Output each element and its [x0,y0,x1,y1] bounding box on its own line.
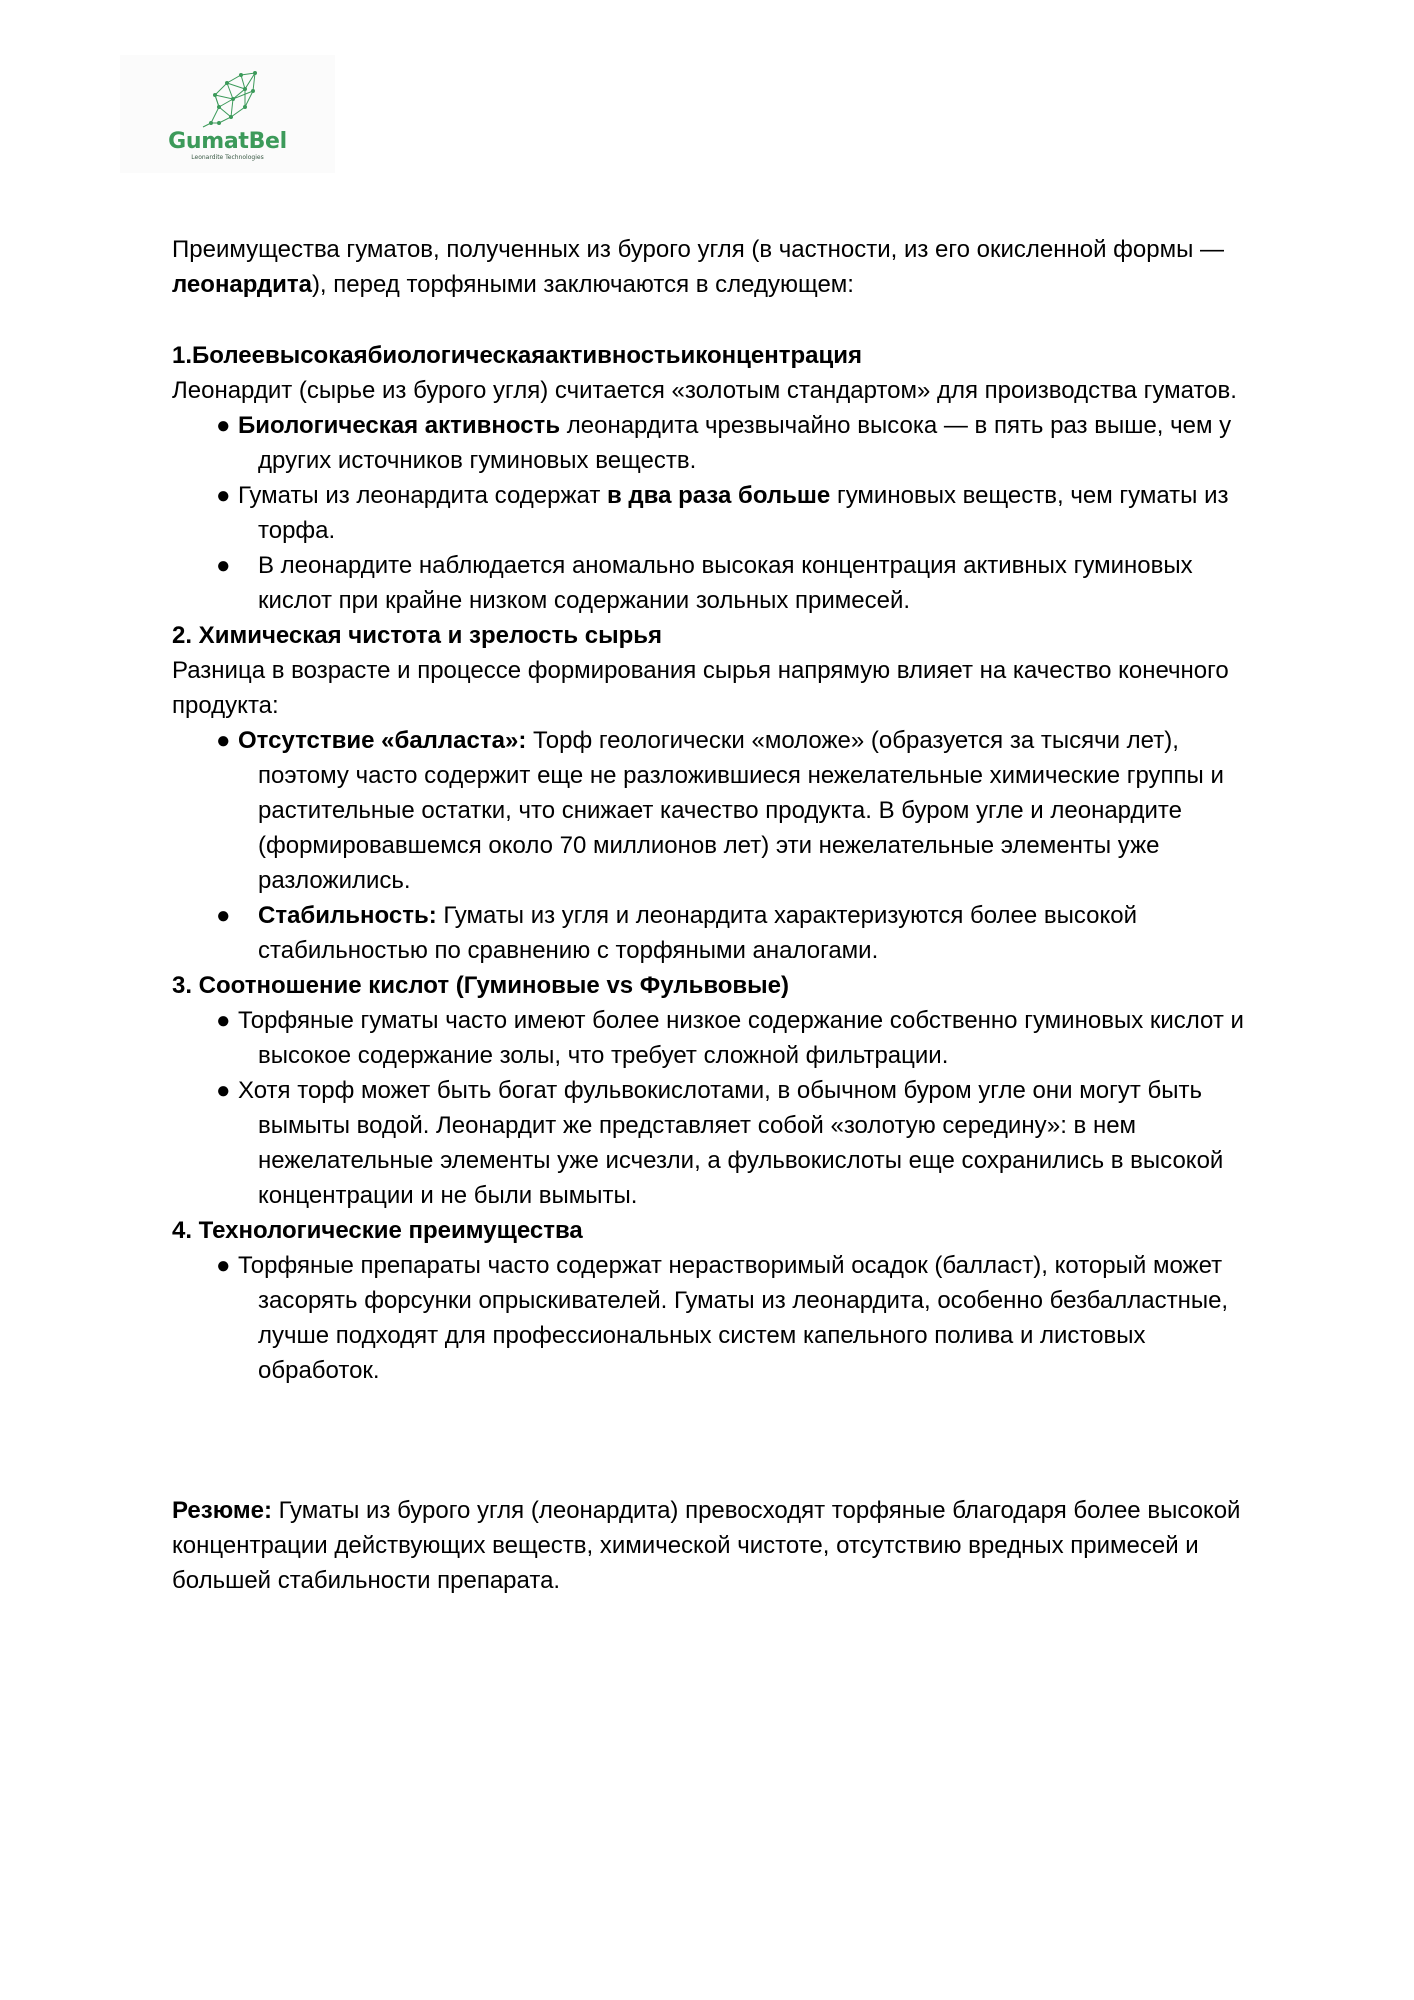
spacer [172,1388,1272,1493]
list-item-text: Гуматы из леонардита содержат [238,482,607,509]
section-lead-2: Разница в возрасте и процессе формирования сырья напрямую влияет на качество конечного продукта: [172,657,1229,719]
summary-label: Резюме: [172,1497,272,1524]
leaf-network-icon [193,69,263,129]
intro-text-end: ), перед торфяными заключаются в следующем: [311,271,854,298]
list-item-text: Торф геологически «моложе» (образуется за тысячи лет), поэтому часто содержит еще не разложившиеся нежелательные химические группы и растительные остатки, что снижает качество продукта. В буром угле и леонардите (формировавшемся около 70 миллионов лет) эти нежелательные элементы уже разложились. [258,727,1224,894]
section-heading-1: 1.Болеевысокаябиологическаяактивностьиконцентрация [172,342,863,369]
section-heading-2: 2. Химическая чистота и зрелость сырья [172,622,663,649]
bold-term: Отсутствие «балласта»: [238,727,527,754]
summary-paragraph [172,1493,1272,1598]
list-item [172,1003,1272,1073]
bold-term: Биологическая активность [238,412,561,439]
list-item [172,898,1272,968]
bold-term: в два раза больше [607,482,831,509]
bullet-icon: ● [216,482,231,509]
company-logo [120,55,335,173]
bullet-list-3 [172,1003,1272,1213]
intro-bold-term: леонардита [172,271,312,298]
list-item-text: Торфяные препараты часто содержат нерастворимый осадок (балласт), который может засорять форсунки опрыскивателей. Гуматы из леонардита, особенно безбалластные, лучше подходят для профессиональных систем капельного полива и листовых обработок. [238,1252,1229,1384]
list-item [172,1248,1272,1388]
list-item-text: леонардита чрезвычайно высока — в пять раз выше, чем у других источников гуминовых веществ. [258,412,1232,474]
bullet-icon: ● [216,1077,231,1104]
list-item [172,1073,1272,1213]
logo-name: GumatBel [168,129,287,154]
section-heading-4: 4. Технологические преимущества [172,1217,583,1244]
bullet-icon: ● [216,727,231,754]
logo-tagline: Leonardite Technologies [191,154,264,161]
list-item-text: В леонардите наблюдается аномально высокая концентрация активных гуминовых кислот при крайне низком содержании зольных примесей. [258,552,1193,614]
bullet-icon: ● [216,1252,231,1279]
spacer [172,302,1272,338]
list-item [172,548,1272,618]
list-item [172,408,1272,478]
list-item-text: гуминовых веществ, чем гуматы из торфа. [258,482,1229,544]
list-item [172,723,1272,898]
document-body [172,232,1272,1598]
intro-text: Преимущества гуматов, полученных из бурого угля (в частности, из его окисленной формы — [172,236,1225,263]
bullet-list-2 [172,723,1272,968]
summary-text: Гуматы из бурого угля (леонардита) превосходят торфяные благодаря более высокой концентрации действующих веществ, химической чистоте, отсутствию вредных примесей и большей стабильности препарата. [172,1497,1241,1594]
bullet-icon: ● [216,412,231,439]
section-lead-1: Леонардит (сырье из бурого угля) считается «золотым стандартом» для производства гуматов. [172,377,1237,404]
bullet-icon: ● [216,902,231,929]
bullet-list-1 [172,408,1272,618]
list-item-text: Хотя торф может быть богат фульвокислотами, в обычном буром угле они могут быть вымыты водой. Леонардит же представляет собой «золотую середину»: в нем нежелательные элементы уже исчезли, а фульвокислоты еще сохранились в высокой концентрации и не были вымыты. [238,1077,1224,1209]
list-item-text: Торфяные гуматы часто имеют более низкое содержание собственно гуминовых кислот и высокое содержание золы, что требует сложной фильтрации. [238,1007,1244,1069]
bold-term: Стабильность: [258,902,437,929]
list-item-text: Гуматы из угля и леонардита характеризуются более высокой стабильностью по сравнению с торфяными аналогами. [258,902,1138,964]
intro-paragraph [172,232,1272,302]
bullet-icon: ● [216,1007,231,1034]
list-item [172,478,1272,548]
bullet-icon: ● [216,552,231,579]
bullet-list-4 [172,1248,1272,1388]
section-heading-3: 3. Соотношение кислот (Гуминовые vs Фульвовые) [172,972,790,999]
